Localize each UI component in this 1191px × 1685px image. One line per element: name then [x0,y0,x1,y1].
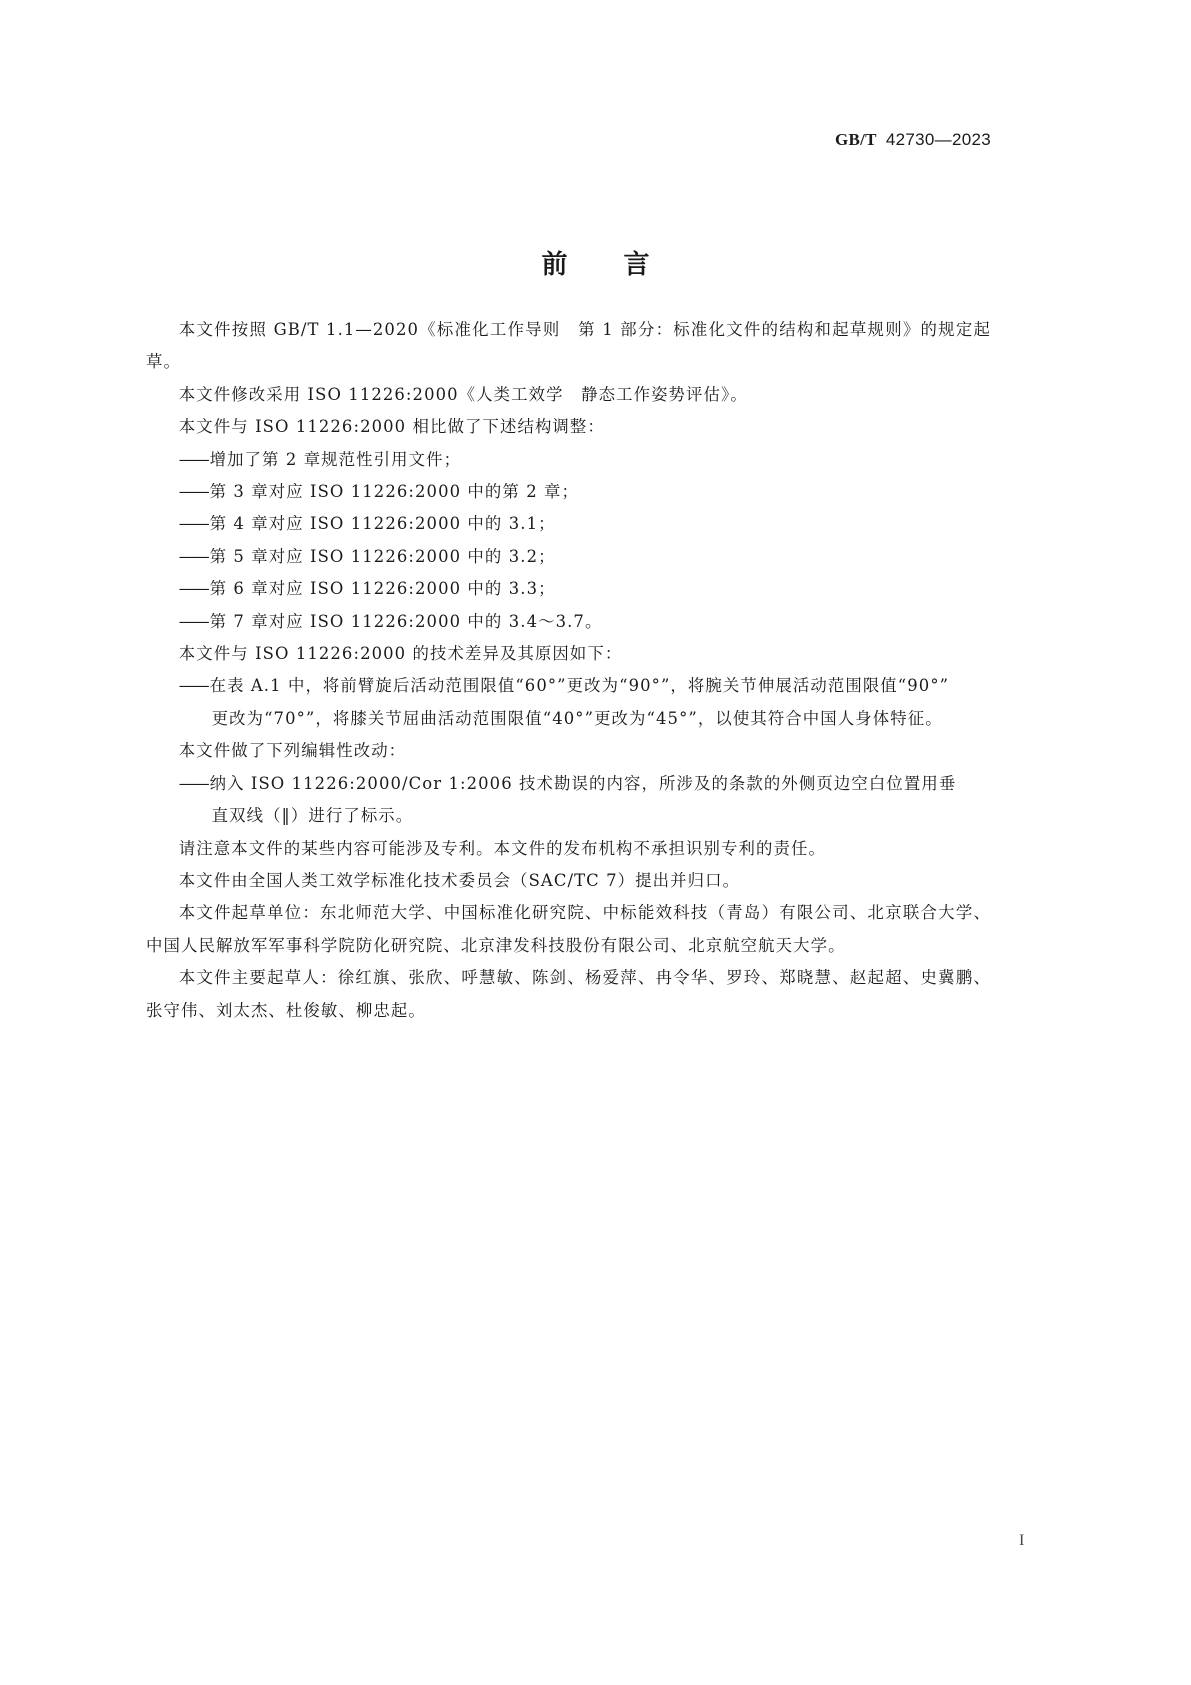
list-item-text: 第 3 章对应 ISO 11226:2000 中的第 2 章； [209,482,580,502]
dash-mark: —— [178,579,208,599]
paragraph: 本文件起草单位：东北师范大学、中国标准化研究院、中标能效科技（青岛）有限公司、北京联合大学、中国人民解放军军事科学院防化研究院、北京津发科技股份有限公司、北京航空航天大学。 [146,903,991,955]
standard-number: 42730—2023 [885,130,991,149]
list-item [146,768,991,800]
standard-prefix: GB/T [834,130,877,149]
page-title: 前言 [541,250,706,281]
list-item [146,573,991,605]
foreword-body [146,314,991,1027]
list-item [146,541,991,573]
list-item-text: 增加了第 2 章规范性引用文件； [209,449,462,469]
list-item-text: 第 4 章对应 ISO 11226:2000 中的 3.1； [209,514,556,534]
paragraph: 本文件由全国人类工效学标准化技术委员会（SAC/TC 7）提出并归口。 [178,870,741,890]
list-item-text: 第 6 章对应 ISO 11226:2000 中的 3.3； [209,579,556,599]
dash-mark: —— [178,611,208,631]
list-item [146,476,991,508]
standard-code [835,130,991,150]
dash-mark: —— [178,546,208,566]
dash-mark: —— [178,449,208,469]
list-item-text: 第 5 章对应 ISO 11226:2000 中的 3.2； [209,546,556,566]
list-item [146,670,991,702]
page-number: I [1019,1532,1025,1549]
paragraph: 本文件做了下列编辑性改动： [178,741,407,761]
list-item [146,606,991,638]
dash-mark: —— [178,676,208,696]
list-item-text: 纳入 ISO 11226:2000/Cor 1:2006 技术勘误的内容，所涉及的条款的外侧页边空白位置用垂 [209,773,957,793]
dash-mark: —— [178,773,208,793]
paragraph: 本文件按照 GB/T 1.1—2020《标准化工作导则 第 1 部分：标准化文件的结构和起草规则》的规定起草。 [146,320,991,372]
paragraph: 本文件主要起草人：徐红旗、张欣、呼慧敏、陈剑、杨爱萍、冉令华、罗玲、郑晓慧、赵起超、史冀鹏、张守伟、刘太杰、杜俊敏、柳忠起。 [146,968,991,1020]
paragraph: 请注意本文件的某些内容可能涉及专利。本文件的发布机构不承担识别专利的责任。 [178,838,826,858]
list-item [146,444,991,476]
list-item-text: 第 7 章对应 ISO 11226:2000 中的 3.4～3.7。 [209,611,603,631]
paragraph: 本文件修改采用 ISO 11226:2000《人类工效学 静态工作姿势评估》。 [178,384,748,404]
paragraph: 本文件与 ISO 11226:2000 相比做了下述结构调整： [178,417,605,437]
list-item-continuation: 直双线（‖）进行了标示。 [211,806,414,826]
list-item [146,508,991,540]
dash-mark: —— [178,482,208,502]
list-item-text: 在表 A.1 中，将前臂旋后活动范围限值“60°”更改为“90°”，将腕关节伸展活动范围限值“90°” [209,676,950,696]
paragraph: 本文件与 ISO 11226:2000 的技术差异及其原因如下： [178,644,623,664]
dash-mark: —— [178,514,208,534]
list-item-continuation: 更改为“70°”，将膝关节屈曲活动范围限值“40°”更改为“45°”，以使其符合中国人身体特征。 [211,708,943,728]
